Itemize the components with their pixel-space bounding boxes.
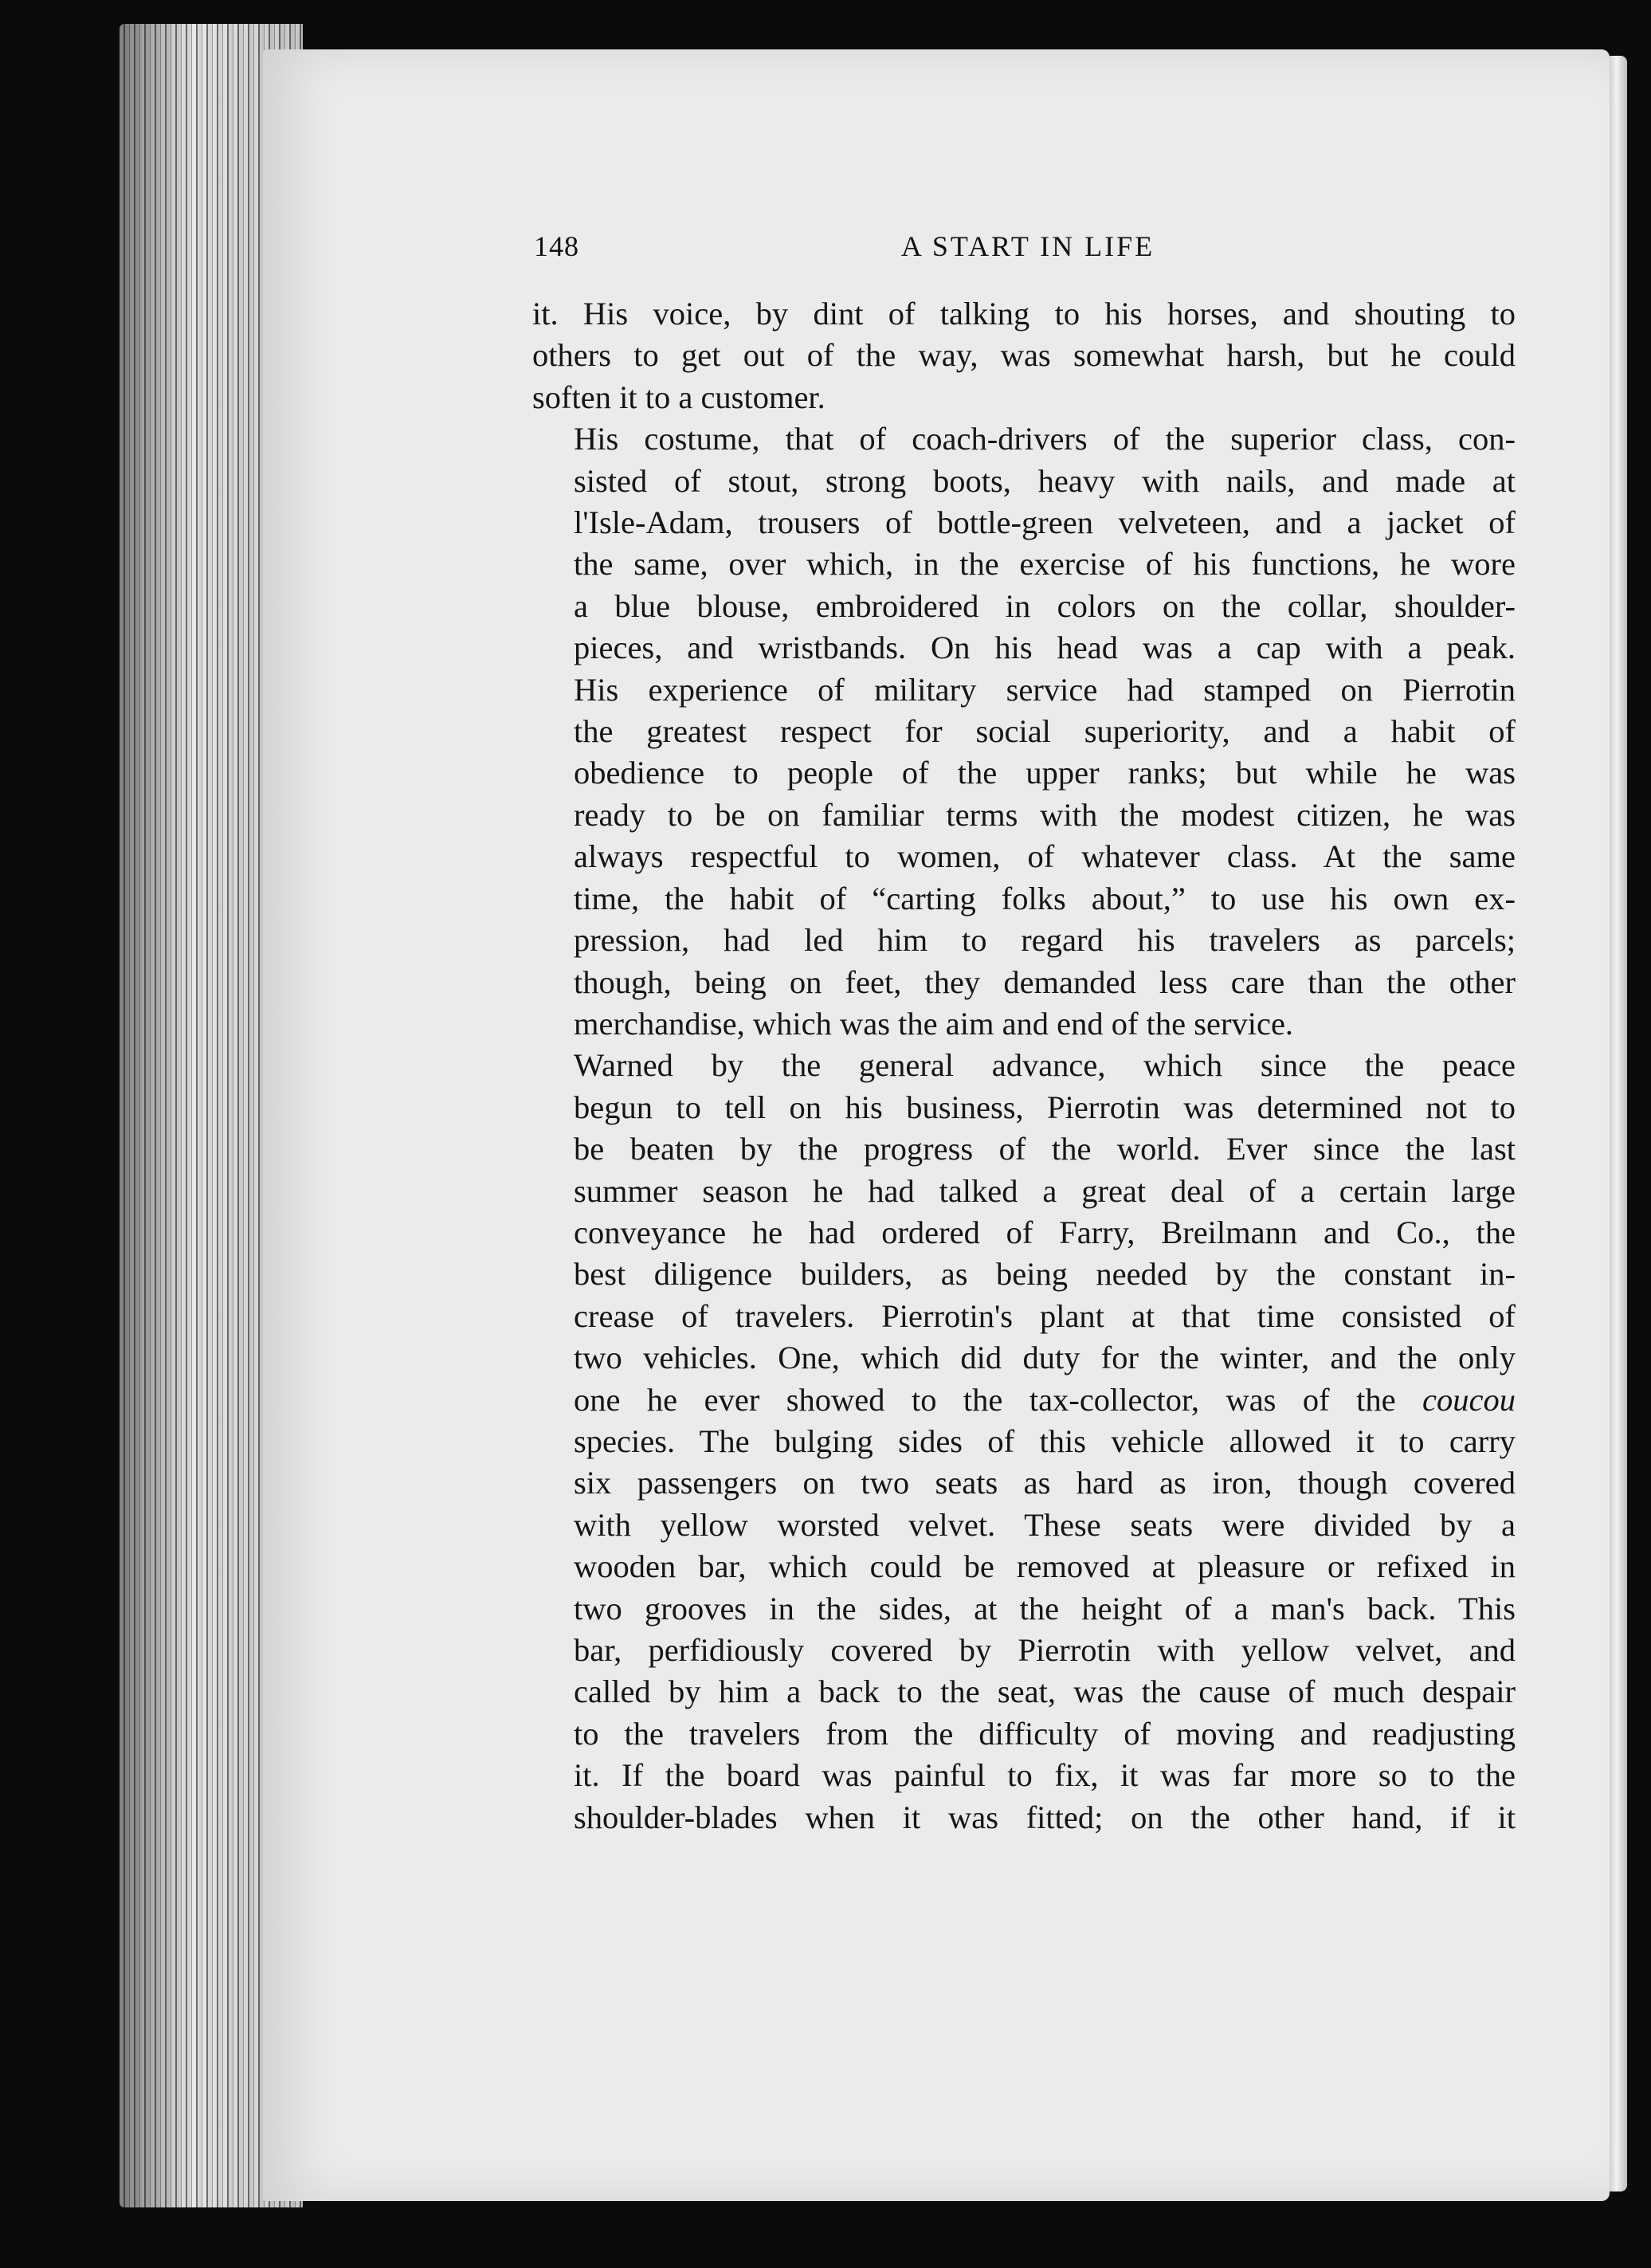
text-line: pieces, and wristbands. On his head was a cap with a peak. bbox=[574, 630, 1516, 666]
italic-word: coucou bbox=[1422, 1381, 1516, 1418]
text-line-with-italic bbox=[532, 1379, 1516, 1421]
paragraph-2 bbox=[532, 418, 1516, 1045]
text-line: a blue blouse, embroidered in colors on the collar, shoulder- bbox=[574, 587, 1516, 624]
text-line: be beaten by the progress of the world. Ever since the last bbox=[574, 1131, 1516, 1167]
text-line: with yellow worsted velvet. These seats were divided by a bbox=[574, 1506, 1516, 1543]
text-line: Warned by the general advance, which since the peace bbox=[574, 1047, 1516, 1084]
text-line: six passengers on two seats as hard as iron, though covered bbox=[574, 1465, 1516, 1501]
text-line: two vehicles. One, which did duty for the winter, and the only bbox=[574, 1340, 1516, 1376]
body-text bbox=[532, 293, 1516, 1838]
text-line: bar, perfidiously covered by Pierrotin with yellow velvet, and bbox=[574, 1632, 1516, 1668]
text-line: His costume, that of coach-drivers of the superior class, con- bbox=[574, 421, 1516, 457]
text-line: species. The bulging sides of this vehicle allowed it to carry bbox=[574, 1422, 1516, 1459]
text-line: wooden bar, which could be removed at pleasure or refixed in bbox=[574, 1548, 1516, 1585]
text-line: sisted of stout, strong boots, heavy with nails, and made at bbox=[574, 462, 1516, 499]
text-line: begun to tell on his business, Pierrotin was determined not to bbox=[574, 1089, 1516, 1125]
text-line: pression, had led him to regard his travelers as parcels; bbox=[574, 922, 1516, 959]
text-line: conveyance he had ordered of Farry, Breilmann and Co., the bbox=[574, 1214, 1516, 1250]
running-title: A START IN LIFE bbox=[900, 230, 1155, 262]
text-line: others to get out of the way, was somewhat harsh, but he could bbox=[532, 337, 1516, 374]
text-line: l'Isle-Adam, trousers of bottle-green velveteen, and a jacket of bbox=[574, 504, 1516, 541]
text-line: obedience to people of the upper ranks; but while he was bbox=[574, 755, 1516, 791]
text-line: the same, over which, in the exercise of his functions, he wore bbox=[574, 546, 1516, 583]
text-line: it. His voice, by dint of talking to his horses, and shouting to bbox=[532, 296, 1516, 332]
text-line: soften it to a customer. bbox=[532, 379, 826, 415]
text-line: ready to be on familiar terms with the modest citizen, he was bbox=[574, 796, 1516, 833]
text-line: the greatest respect for social superiority, and a habit of bbox=[574, 713, 1516, 750]
text-line: shoulder-blades when it was fitted; on the other hand, if it bbox=[574, 1799, 1516, 1835]
paragraph-1 bbox=[532, 293, 1516, 418]
text-line: always respectful to women, of whatever class. At the same bbox=[574, 838, 1516, 875]
page-number: 148 bbox=[534, 230, 579, 262]
text-line: merchandise, which was the aim and end of the service. bbox=[574, 1005, 1294, 1042]
text-line: His experience of military service had stamped on Pierrotin bbox=[574, 671, 1516, 708]
text-line: to the travelers from the difficulty of moving and readjusting bbox=[574, 1715, 1516, 1752]
paragraph-3 bbox=[532, 1045, 1516, 1838]
line-text: one he ever showed to the tax-collector, was of the bbox=[574, 1381, 1423, 1418]
text-line: best diligence builders, as being needed by the constant in- bbox=[574, 1256, 1516, 1293]
text-line: called by him a back to the seat, was the cause of much despair bbox=[574, 1674, 1516, 1710]
book-right-edge bbox=[1610, 56, 1627, 2191]
text-line: time, the habit of “carting folks about,” to use his own ex- bbox=[574, 880, 1516, 916]
text-line: summer season he had talked a great deal of a certain large bbox=[574, 1172, 1516, 1209]
text-line: crease of travelers. Pierrotin's plant at that time consisted of bbox=[574, 1297, 1516, 1334]
running-header bbox=[534, 230, 1522, 277]
text-line: though, being on feet, they demanded less care than the other bbox=[574, 963, 1516, 1000]
text-line: two grooves in the sides, at the height of a man's back. This bbox=[574, 1590, 1516, 1626]
text-line: it. If the board was painful to fix, it was far more so to the bbox=[574, 1757, 1516, 1794]
